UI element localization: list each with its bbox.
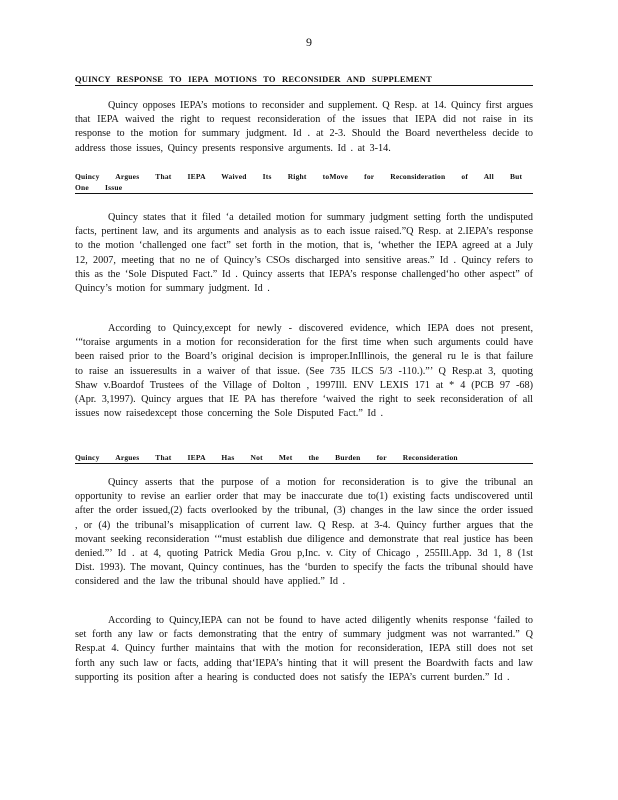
paragraph-text: Quincy opposes IEPA’s motions to reconsider and supplement. Q Resp. at 14. Quincy first argues that IEPA waived the right to request reconsideration of the issues that IEPA did not raise in its response to the motion for summary judgment. Id . at 2-3. Should the Board nevertheless decide to address those issues, Quincy presents responsive arguments. Id . at 3-14.: [75, 100, 533, 154]
paragraph: [75, 476, 533, 590]
paragraph: [75, 614, 533, 685]
section-heading-waived: Quincy Argues That IEPA Waived Its Right toMove for Reconsideration of All But One Issue: [75, 171, 533, 194]
paragraph-text: Quincy asserts that the purpose of a motion for reconsideration is to give the tribunal an opportunity to revise an earlier order that may be inaccurate due to(1) existing facts undiscovered until after the order issued,(2) facts overlooked by the tribunal, (3) changes in the law since the order issued , or (4) the tribunal’s misapplication of current law. Q Resp. at 3-4. Quincy further argues that the movant seeking reconsideration ‘“must establish due diligence and demonstrate that real justice has been denied.”’ Id . at 4, quoting Patrick Media Grou p,Inc. v. City of Chicago , 255Ill.App. 3d 1, 8 (1st Dist. 1993). The movant, Quincy continues, has the ‘burden to specify the facts the tribunal should have considered and the law the tribunal should have applied.” Id .: [75, 477, 533, 588]
paragraph: [75, 322, 533, 421]
paragraph-text: Quincy states that it filed ‘a detailed motion for summary judgment setting forth the undisputed facts, pertinent law, and its arguments and analysis as to each issue raised.”Q Resp. at 2.IEPA’s response to the motion ‘challenged one fact” set forth in the motion, that is, ‘whether the IEPA agreed at a July 12, 2007, meeting that no ne of Quincy’s CSOs discharged into sensitive areas.” Id . Quincy refers to this as the ‘Sole Disputed Fact.” Id . Quincy asserts that IEPA’s response challenged‘ho other aspect” of Quincy’s motion for summary judgment. Id .: [75, 212, 533, 295]
page-number: 9: [306, 35, 312, 49]
paragraph-text: According to Quincy,except for newly - discovered evidence, which IEPA does not present, ‘“toraise arguments in a motion for reconsideration for the first time when such arguments could have been raised prior to the Board’s original decision is improper.InIllinois, the general ru le is that failure to raise an issueresults in a waiver of that issue. (See 735 ILCS 5/3 -110.).”’ Q Resp.at 3, quoting Shaw v.Boardof Trustees of the Village of Dolton , 1997Ill. ENV LEXIS 171 at * 4 (PCB 97 -68) (Apr. 3,1997). Quincy argues that IE PA has therefore ‘waived the right to seek reconsideration of all issues now raisedexcept those concerning the Sole Disputed Fact.” Id .: [75, 323, 533, 420]
section-heading-burden: Quincy Argues That IEPA Has Not Met the Burden for Reconsideration: [75, 452, 533, 464]
paragraph: [75, 211, 533, 296]
paragraph: [75, 99, 533, 156]
section-heading-response: QUINCY RESPONSE TO IEPA MOTIONS TO RECONSIDER AND SUPPLEMENT: [75, 74, 533, 86]
paragraph-text: According to Quincy,IEPA can not be found to have acted diligently whenits response ‘failed to set forth any law or facts demonstrating that the entry of summary judgment was not warranted.” Q Resp.at 4. Quincy further maintains that with the motion for reconsideration, IEPA still does not set forth any such law or facts, adding that‘IEPA’s hinting that it will present the Boardwith facts and law supporting its position after a hearing is conducted does not satisfy the IEPA’s current burden.” Id .: [75, 615, 533, 683]
